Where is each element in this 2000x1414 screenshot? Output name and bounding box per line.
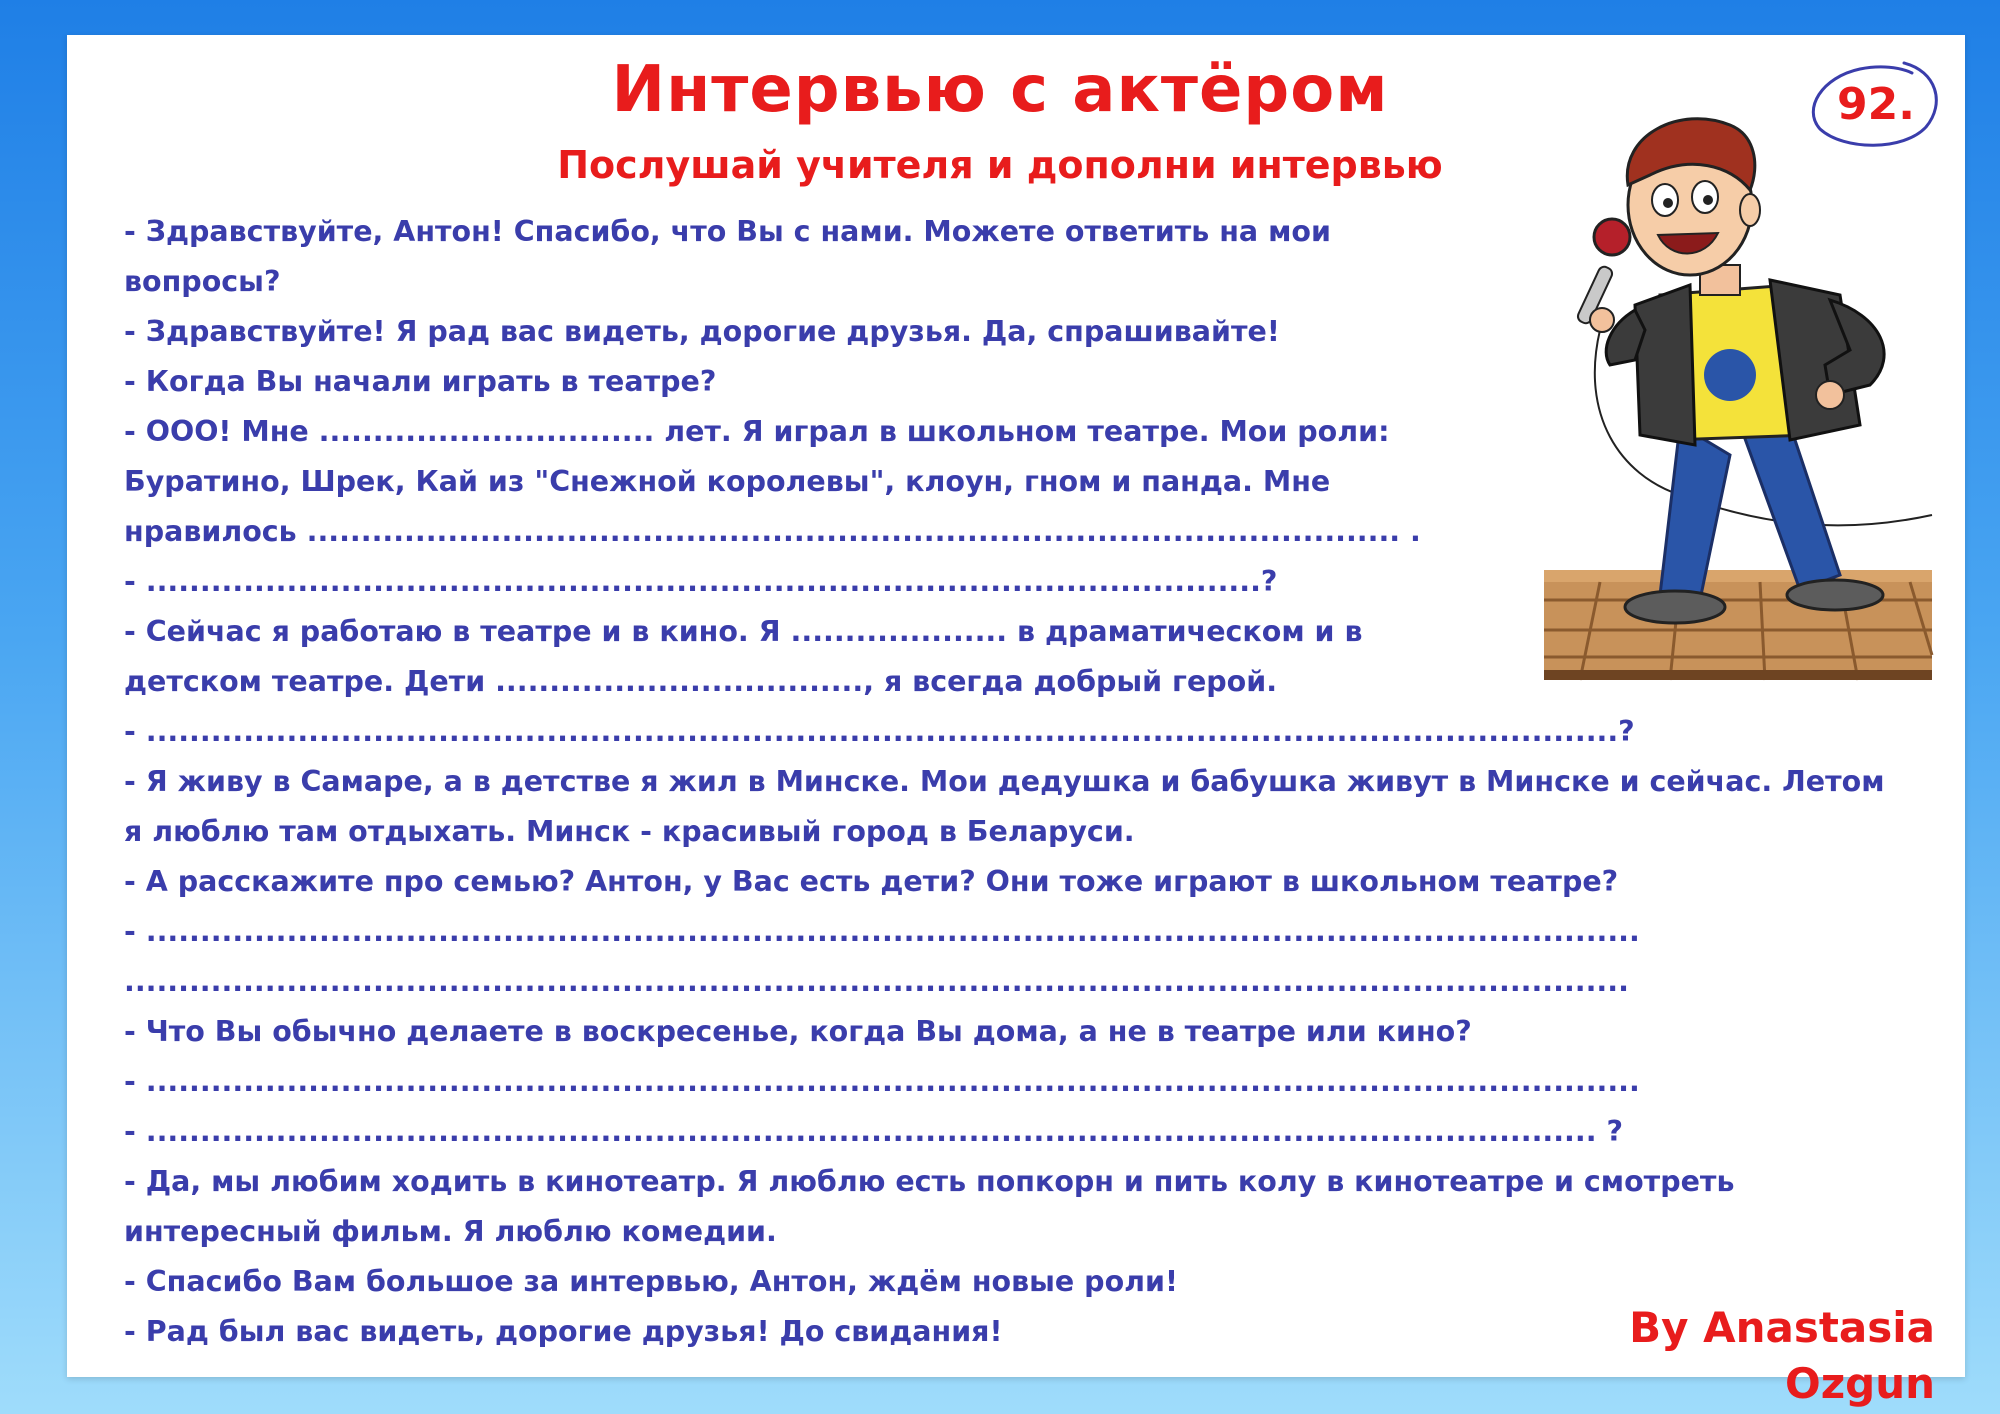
interview-line: - .......................................................................................................? xyxy=(124,565,1278,598)
interview-line: - А расскажите про семью? Антон, у Вас есть дети? Они тоже играют в школьном театре? xyxy=(124,865,1619,898)
interview-line: - ........................................................................................................................................? xyxy=(124,715,1635,748)
interview-line: - Да, мы любим ходить в кинотеатр. Я люблю есть попкорн и пить колу в кинотеатре и смотреть xyxy=(124,1165,1735,1198)
page-number: 92. xyxy=(1837,79,1915,130)
interview-line: детском театре. Дети .................................., я всегда добрый герой. xyxy=(124,665,1278,698)
page-title: Интервью с актёром xyxy=(611,53,1389,127)
interview-line: я люблю там отдыхать. Минск - красивый город в Беларуси. xyxy=(124,815,1135,848)
interview-line: Буратино, Шрек, Кай из "Снежной королевы", клоун, гном и панда. Мне xyxy=(124,465,1331,498)
interview-line: - Рад был вас видеть, дорогие друзья! До свидания! xyxy=(124,1315,1003,1348)
interview-line: - ООО! Мне ............................... лет. Я играл в школьном театре. Мои роли: xyxy=(124,415,1390,448)
interview-line: - Спасибо Вам большое за интервью, Антон, ждём новые роли! xyxy=(124,1265,1178,1298)
author-signature: By Anastasia Ozgun xyxy=(1629,1303,1935,1408)
interview-line: - Здравствуйте, Антон! Спасибо, что Вы с нами. Можете ответить на мои xyxy=(124,215,1331,248)
interview-line: ........................................................................................................................................... xyxy=(124,965,1629,998)
page-subtitle: Послушай учителя и дополни интервью xyxy=(557,143,1443,187)
interview-line: - .......................................................................................................................................... xyxy=(124,1065,1640,1098)
interview-line: - .......................................................................................................................................... xyxy=(124,915,1640,948)
interview-line: - Я живу в Самаре, а в детстве я жил в Минске. Мои дедушка и бабушка живут в Минске и сейчас. Летом xyxy=(124,765,1885,798)
interview-line: вопросы? xyxy=(124,265,281,298)
interview-line: - Что Вы обычно делаете в воскресенье, когда Вы дома, а не в театре или кино? xyxy=(124,1015,1472,1048)
interview-line: - Здравствуйте! Я рад вас видеть, дорогие друзья. Да, спрашивайте! xyxy=(124,315,1280,348)
actor-illustration xyxy=(1540,95,1940,695)
interview-line: нравилось ..................................................................................................... . xyxy=(124,515,1421,548)
interview-line: - ...................................................................................................................................... ? xyxy=(124,1115,1623,1148)
interview-line: - Когда Вы начали играть в театре? xyxy=(124,365,717,398)
interview-line: - Сейчас я работаю в театре и в кино. Я .................... в драматическом и в xyxy=(124,615,1363,648)
actor-with-microphone-icon xyxy=(1540,95,1940,695)
interview-line: интересный фильм. Я люблю комедии. xyxy=(124,1215,777,1248)
